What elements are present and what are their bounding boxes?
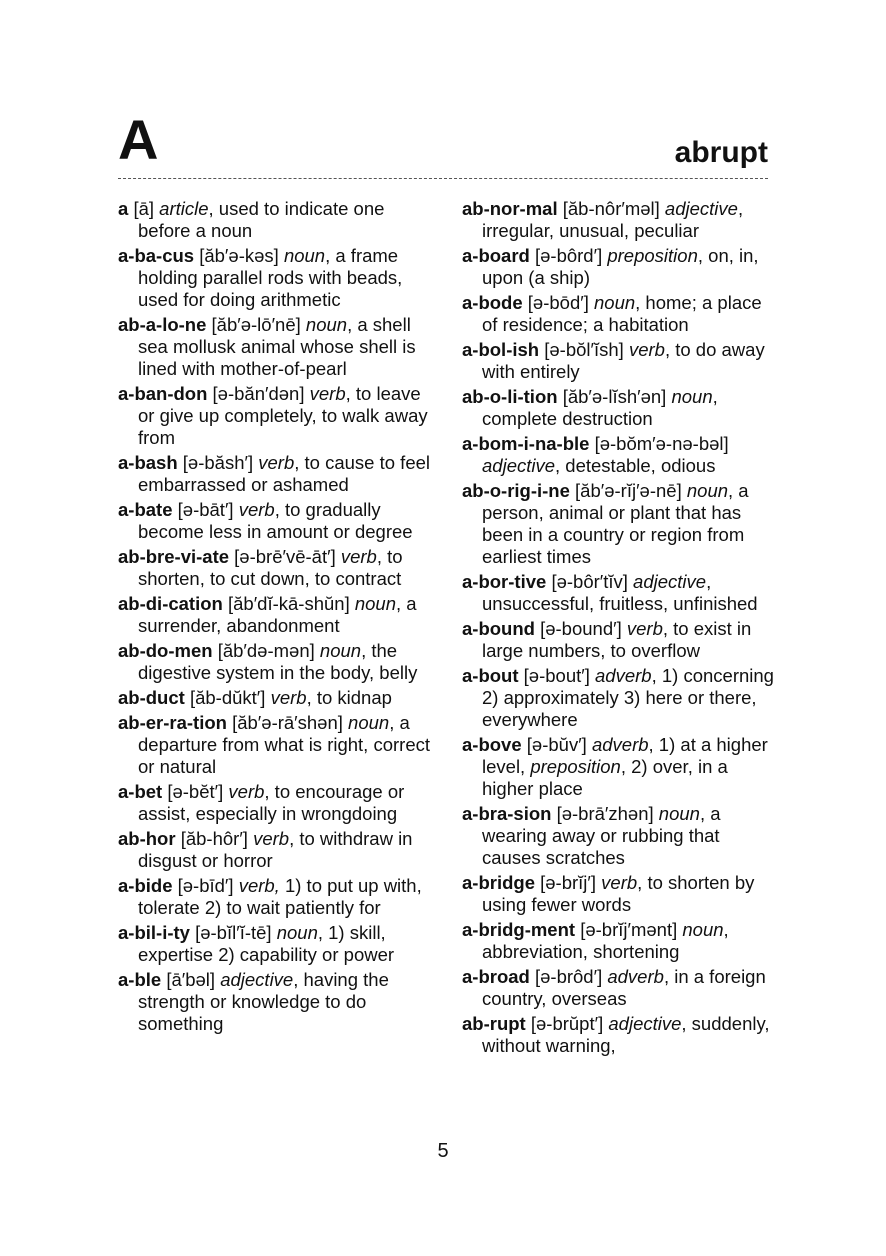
dictionary-entry <box>462 919 774 963</box>
pronunciation: [ə-bāt′] <box>177 499 234 520</box>
definition: , in a foreign country, overseas <box>482 966 766 1009</box>
definition: , abbreviation, shortening <box>482 919 729 962</box>
headword: a-board <box>462 245 530 266</box>
part-of-speech: adjective <box>220 969 294 990</box>
part-of-speech: verb <box>258 452 295 473</box>
definition: , a shell sea mollusk animal whose shell is lined with mother-of-pearl <box>138 314 416 379</box>
headword: a-bout <box>462 665 519 686</box>
headword: a-bol-ish <box>462 339 540 360</box>
page-number: 5 <box>437 1140 449 1162</box>
dictionary-entry <box>118 640 430 684</box>
dictionary-entry <box>462 480 774 568</box>
definition: , to encourage or assist, especially in wrongdoing <box>138 781 405 824</box>
definition: , to leave or give up completely, to walk away from <box>138 383 428 448</box>
dictionary-entry <box>118 314 430 380</box>
pronunciation: [ə-brŭpt′] <box>530 1013 604 1034</box>
part-of-speech: preposition <box>607 245 698 266</box>
part-of-speech: adverb <box>607 966 664 987</box>
part-of-speech: noun <box>354 593 397 614</box>
part-of-speech: preposition <box>530 756 621 777</box>
pronunciation: [ə-bĭl′ĭ-tē] <box>195 922 272 943</box>
part-of-speech: noun <box>682 919 724 940</box>
pronunciation: [ăb′ə-lō′nē] <box>211 314 301 335</box>
pronunciation: [ə-brĭj′mənt] <box>580 919 678 940</box>
dictionary-entry <box>462 571 774 615</box>
part-of-speech: noun <box>283 245 326 266</box>
definition: , 1) concerning 2) approximately 3) here or there, everywhere <box>482 665 774 730</box>
dictionary-entry <box>118 245 430 311</box>
dictionary-entry <box>462 292 774 336</box>
dictionary-entry <box>118 969 430 1035</box>
headword: a-ble <box>118 969 162 990</box>
headword: a-ba-cus <box>118 245 195 266</box>
pronunciation: [ăb-hôr′] <box>180 828 248 849</box>
definition: 1) to put up with, tolerate 2) to wait patiently for <box>138 875 422 918</box>
pronunciation: [ə-băn′dən] <box>212 383 305 404</box>
dictionary-entry <box>462 803 774 869</box>
dictionary-entry <box>118 712 430 778</box>
headword: a-bra-sion <box>462 803 552 824</box>
pronunciation: [ăb′dĭ-kā-shŭn] <box>227 593 350 614</box>
headword: a-bide <box>118 875 173 896</box>
dictionary-entry <box>118 875 430 919</box>
pronunciation: [ə-băsh′] <box>182 452 254 473</box>
headword: ab-di-cation <box>118 593 223 614</box>
part-of-speech: noun <box>671 386 713 407</box>
headword: a-bash <box>118 452 178 473</box>
headword: ab-bre-vi-ate <box>118 546 230 567</box>
definition: , unsuccessful, fruitless, unfinished <box>482 571 758 614</box>
part-of-speech: verb <box>628 339 665 360</box>
part-of-speech: verb <box>270 687 307 708</box>
pronunciation: [ə-brē′vē-āt′] <box>234 546 336 567</box>
pronunciation: [ăb′də-mən] <box>217 640 315 661</box>
definition: , to withdraw in disgust or horror <box>138 828 413 871</box>
headword: a <box>118 198 129 219</box>
dictionary-entry <box>462 872 774 916</box>
dictionary-entry <box>118 198 430 242</box>
definition: , complete destruction <box>482 386 718 429</box>
definition: , 1) at a higher level, <box>482 734 768 777</box>
headword: a-bridge <box>462 872 535 893</box>
part-of-speech: verb <box>309 383 346 404</box>
headword: ab-rupt <box>462 1013 526 1034</box>
headword: a-broad <box>462 966 530 987</box>
pronunciation: [ā] <box>133 198 155 219</box>
headword: ab-o-li-tion <box>462 386 558 407</box>
dictionary-entry <box>462 618 774 662</box>
part-of-speech: adjective <box>664 198 738 219</box>
pronunciation: [ə-bŏl′ĭsh] <box>544 339 624 360</box>
part-of-speech: verb <box>626 618 663 639</box>
pronunciation: [ăb-nôr′məl] <box>562 198 660 219</box>
part-of-speech: verb, <box>238 875 280 896</box>
pronunciation: [ə-brā′zhən] <box>556 803 654 824</box>
section-letter: A <box>118 108 159 171</box>
part-of-speech: verb <box>228 781 265 802</box>
part-of-speech: verb <box>340 546 377 567</box>
definition: , on, in, upon (a ship) <box>482 245 759 288</box>
headword: a-bet <box>118 781 163 802</box>
definition: , to shorten, to cut down, to contract <box>138 546 403 589</box>
definition: , to do away with entirely <box>482 339 765 382</box>
dictionary-entry <box>462 433 774 477</box>
dictionary-entry <box>462 734 774 800</box>
dictionary-entry <box>118 922 430 966</box>
part-of-speech: adjective <box>482 455 556 476</box>
right-column <box>462 198 774 1060</box>
definition: , irregular, unusual, peculiar <box>482 198 744 241</box>
dictionary-entry <box>462 1013 774 1057</box>
part-of-speech: adjective <box>608 1013 682 1034</box>
dictionary-entry <box>462 245 774 289</box>
headword: a-bove <box>462 734 522 755</box>
pronunciation: [ăb′ə-kəs] <box>199 245 279 266</box>
part-of-speech: verb <box>601 872 638 893</box>
dictionary-entry <box>118 687 430 709</box>
part-of-speech: adjective <box>633 571 707 592</box>
pronunciation: [ăb′ə-rĭj′ə-nē] <box>575 480 682 501</box>
dictionary-entry <box>118 546 430 590</box>
headword: a-bridg-ment <box>462 919 576 940</box>
headword: a-bode <box>462 292 523 313</box>
headword: a-bom-i-na-ble <box>462 433 590 454</box>
dictionary-entry <box>118 499 430 543</box>
definition: , a wearing away or rubbing that causes scratches <box>482 803 721 868</box>
headword: a-bil-i-ty <box>118 922 190 943</box>
definition: , having the strength or knowledge to do something <box>138 969 389 1034</box>
dictionary-entry <box>462 386 774 430</box>
part-of-speech: adverb <box>595 665 652 686</box>
pronunciation: [ăb′ə-rā′shən] <box>232 712 343 733</box>
pronunciation: [ā′bəl] <box>166 969 216 990</box>
definition: , a frame holding parallel rods with beads, used for doing arithmetic <box>138 245 403 310</box>
pronunciation: [ə-bīd′] <box>177 875 234 896</box>
definition: , a person, animal or plant that has been in a country or region from earliest times <box>482 480 749 567</box>
headword: ab-er-ra-tion <box>118 712 227 733</box>
definition: , 2) over, in a higher place <box>482 756 728 799</box>
part-of-speech: verb <box>253 828 290 849</box>
definition: , to shorten by using fewer words <box>482 872 755 915</box>
pronunciation: [ə-bĕt′] <box>167 781 224 802</box>
pronunciation: [ăb-dŭkt′] <box>189 687 266 708</box>
pronunciation: [ə-bōd′] <box>527 292 589 313</box>
part-of-speech: noun <box>276 922 318 943</box>
definition: , home; a place of residence; a habitation <box>482 292 762 335</box>
headword: ab-do-men <box>118 640 213 661</box>
part-of-speech: verb <box>238 499 275 520</box>
part-of-speech: noun <box>305 314 348 335</box>
part-of-speech: noun <box>594 292 636 313</box>
definition: , to exist in large numbers, to overflow <box>482 618 752 661</box>
dictionary-entry <box>118 593 430 637</box>
headword: ab-nor-mal <box>462 198 558 219</box>
pronunciation: [ə-bound′] <box>540 618 622 639</box>
guide-word: abrupt <box>674 136 768 169</box>
pronunciation: [ə-bout′] <box>523 665 590 686</box>
headword: ab-o-rig-i-ne <box>462 480 570 501</box>
part-of-speech: noun <box>319 640 362 661</box>
header-divider <box>118 178 768 179</box>
headword: ab-hor <box>118 828 176 849</box>
left-column <box>118 198 430 1038</box>
definition: , to kidnap <box>306 687 392 708</box>
dictionary-entry <box>462 966 774 1010</box>
definition: , detestable, odious <box>555 455 716 476</box>
dictionary-entry <box>118 828 430 872</box>
pronunciation: [ə-brĭj′] <box>540 872 597 893</box>
pronunciation: [ə-bŏm′ə-nə-bəl] <box>594 433 729 454</box>
dictionary-entry <box>118 383 430 449</box>
headword: a-bor-tive <box>462 571 547 592</box>
definition: , suddenly, without warning, <box>482 1013 770 1056</box>
part-of-speech: noun <box>658 803 700 824</box>
headword: a-ban-don <box>118 383 208 404</box>
headword: a-bate <box>118 499 173 520</box>
definition: , 1) skill, expertise 2) capability or power <box>138 922 395 965</box>
definition: , the digestive system in the body, belly <box>138 640 418 683</box>
definition: , a surrender, abandonment <box>138 593 417 636</box>
dictionary-entry <box>462 665 774 731</box>
dictionary-entry <box>462 339 774 383</box>
pronunciation: [ə-bôr′tĭv] <box>551 571 628 592</box>
dictionary-entry <box>118 452 430 496</box>
pronunciation: [ə-brôd′] <box>534 966 603 987</box>
part-of-speech: noun <box>348 712 390 733</box>
part-of-speech: adverb <box>591 734 649 755</box>
pronunciation: [ə-bôrd′] <box>534 245 603 266</box>
dictionary-entry <box>462 198 774 242</box>
definition: , to gradually become less in amount or degree <box>138 499 413 542</box>
part-of-speech: article <box>159 198 209 219</box>
part-of-speech: noun <box>686 480 729 501</box>
dictionary-entry <box>118 781 430 825</box>
headword: a-bound <box>462 618 535 639</box>
definition: , used to indicate one before a noun <box>138 198 385 241</box>
definition: , to cause to feel embarrassed or ashamed <box>138 452 431 495</box>
pronunciation: [ăb′ə-lĭsh′ən] <box>562 386 667 407</box>
headword: ab-a-lo-ne <box>118 314 207 335</box>
definition: , a departure from what is right, correct or natural <box>138 712 430 777</box>
headword: ab-duct <box>118 687 185 708</box>
pronunciation: [ə-bŭv′] <box>526 734 587 755</box>
